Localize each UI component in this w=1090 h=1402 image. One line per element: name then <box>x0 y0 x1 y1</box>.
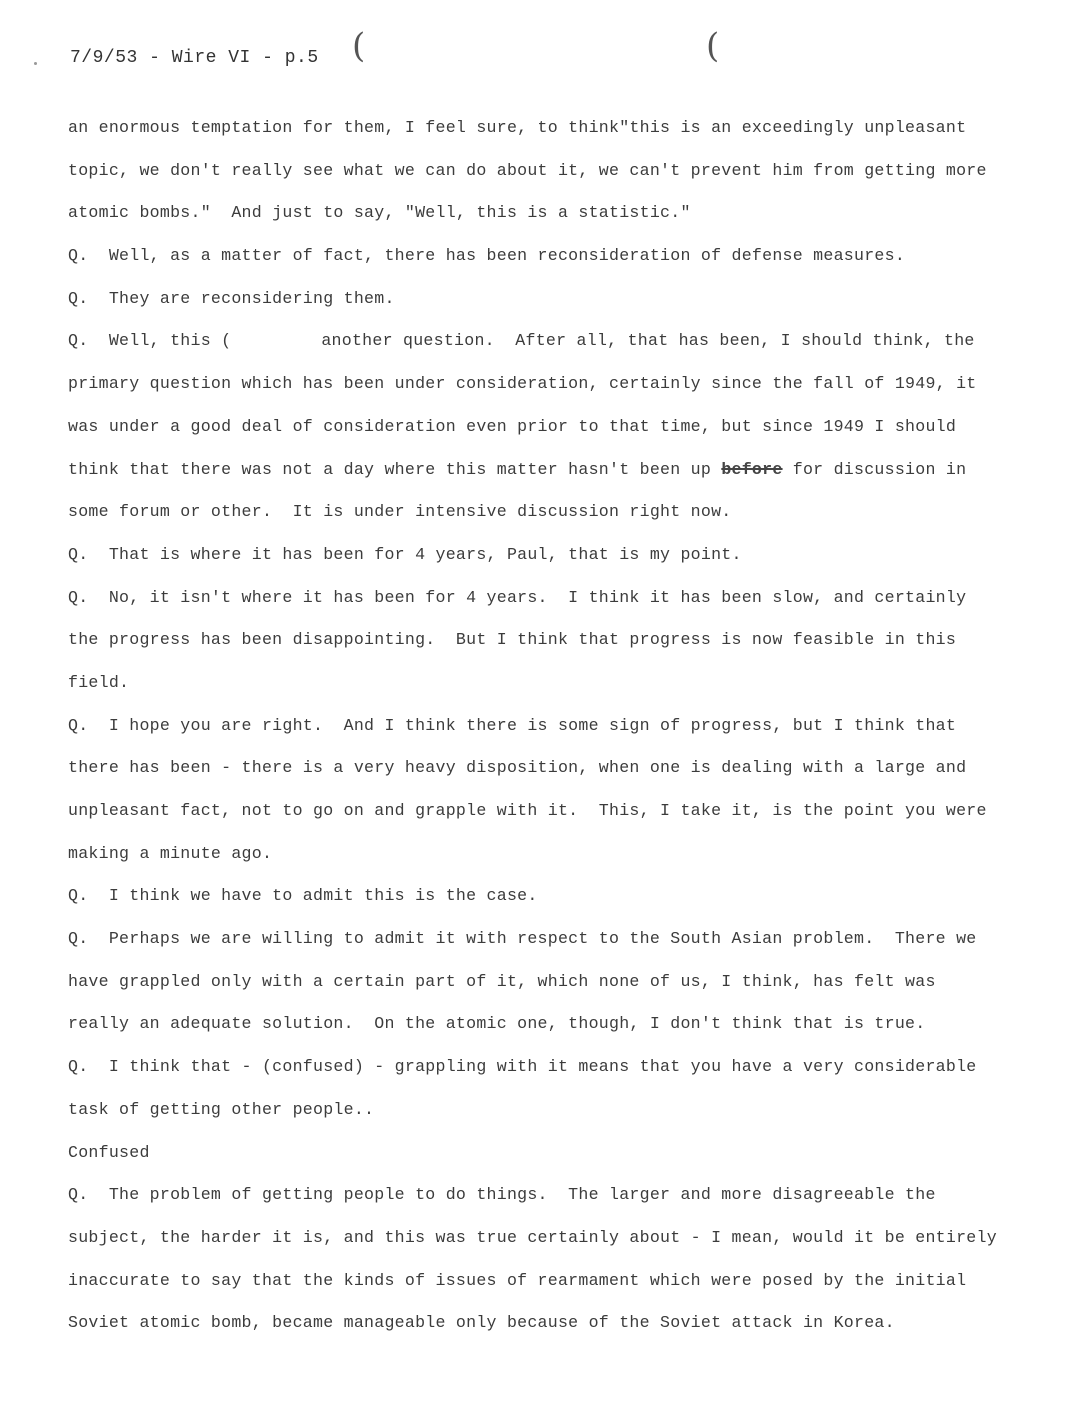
text-line: Confused <box>68 1142 150 1162</box>
text-line: Q. Perhaps we are willing to admit it with respect to the South Asian problem. There we <box>68 929 977 949</box>
text-line: an enormous temptation for them, I feel sure, to think"this is an exceedingly unpleasant <box>68 118 967 137</box>
text-line: atomic bombs." And just to say, "Well, this is a statistic." <box>68 203 691 223</box>
text-line: think that there was not a day where this matter hasn't been up before for discussion in <box>68 459 967 479</box>
text-line: Q. I think we have to admit this is the case. <box>68 886 538 906</box>
text-line: some forum or other. It is under intensive discussion right now. <box>68 502 732 522</box>
text-line: field. <box>68 672 130 692</box>
text-line: was under a good deal of consideration even prior to that time, but since 1949 I should <box>68 416 957 436</box>
text-line: Q. That is where it has been for 4 years, Paul, that is my point. <box>68 544 742 564</box>
text-line: Soviet atomic bomb, became manageable only because of the Soviet attack in Korea. <box>68 1313 895 1333</box>
transcript-body <box>68 114 1053 1352</box>
text-line: there has been - there is a very heavy disposition, when one is dealing with a large and <box>68 758 967 778</box>
text-line: the progress has been disappointing. But I think that progress is now feasible in this <box>68 630 957 650</box>
text-line: Q. They are reconsidering them. <box>68 288 395 308</box>
text-line: have grappled only with a certain part of it, which none of us, I think, has felt was <box>68 971 936 991</box>
text-line: inaccurate to say that the kinds of issues of rearmament which were posed by the initial <box>68 1270 967 1290</box>
text-line: Q. Well, as a matter of fact, there has been reconsideration of defense measures. <box>68 246 906 266</box>
text-line: Q. Well, this ( another question. After all, that has been, I should think, the <box>68 331 975 351</box>
text-line: subject, the harder it is, and this was true certainly about - I mean, would it be entirely <box>68 1227 997 1247</box>
text-line: task of getting other people.. <box>68 1099 375 1119</box>
text-line: really an adequate solution. On the atomic one, though, I don't think that is true. <box>68 1014 926 1034</box>
text-line: unpleasant fact, not to go on and grapple with it. This, I take it, is the point you were <box>68 801 987 820</box>
text-line: Q. I hope you are right. And I think there is some sign of progress, but I think that <box>68 715 957 735</box>
handwritten-paren-left: ( <box>352 26 366 66</box>
page-header: 7/9/53 - Wire VI - p.5 <box>70 48 319 68</box>
margin-dot <box>34 62 37 65</box>
handwritten-paren-right: ( <box>706 26 720 66</box>
text-line: topic, we don't really see what we can do about it, we can't prevent him from getting more <box>68 160 987 180</box>
text-line: primary question which has been under consideration, certainly since the fall of 1949, it <box>68 374 977 394</box>
text-line: Q. The problem of getting people to do things. The larger and more disagreeable the <box>68 1185 936 1205</box>
text-line: Q. No, it isn't where it has been for 4 years. I think it has been slow, and certainly <box>68 587 967 607</box>
struck-word: before <box>721 459 783 479</box>
text-line: making a minute ago. <box>68 843 273 863</box>
text-line: Q. I think that - (confused) - grappling with it means that you have a very considerable <box>68 1057 977 1077</box>
